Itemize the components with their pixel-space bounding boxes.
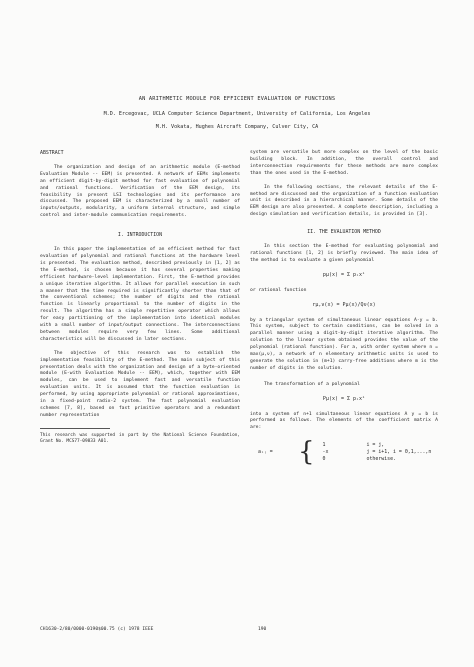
author-line-1: M.D. Ercegovac, UCLA Computer Science Department, University of California, Los Angeles (103, 111, 371, 117)
formula-transform: Pμ(x) = Σ pᵢxⁱ (322, 395, 366, 402)
right-paragraph-1: system are versatile but more complex on the level of the basic building block. In addition, the overall control and interconnection requirements for these methods are more complex than the ones used in the E-method. (250, 150, 438, 176)
copyright-footer: CH1630-2/80/0000-0190$00.75 (c) 1978 IEEE (40, 627, 154, 632)
method-heading: II. THE EVALUATION METHOD (307, 229, 381, 236)
matrix-case: -x j = i+1, i = 0,1,...,n (322, 448, 432, 455)
right-column (250, 150, 438, 473)
formula-polynomial: pμ(x) = Σ pᵢxⁱ (322, 271, 366, 278)
matrix-case: 1 i = j, (322, 441, 385, 448)
rational-function-text: or rational function (250, 287, 307, 293)
intro-paragraph-1: In this paper the implementation of an efficient method for fast evaluation of polynomial and rational functions at the hardware level is presented. The evaluation method, described previously in [1, 2] as the E-method, is chosen because it has several properties making efficient hardware-level implementation. First, the E-method provides a unique iterative algorithm. It allows for parallel execution in such a manner that the time required is significantly shorter than that of the conventional schemes; the number of digits and the rational function is linearly proportional to the number of digits in the result. The algorithm has a simple repetitive operator which allows for easy partitioning of the implementation into identical modules with a small number of input/output connections. The interconnections between modules require very few lines. Some additional characteristics will be discussed in later sections. (40, 247, 240, 342)
transform-heading: The transformation of a polynomial (264, 381, 360, 387)
matrix-cases (323, 442, 432, 463)
matrix-lhs: aᵢⱼ = (258, 448, 273, 455)
intro-heading: I. INTRODUCTION (117, 232, 163, 239)
left-brace: { (298, 437, 315, 468)
footnote: This research was supported in part by the National Science Foundation, Grant No. MCS77-09833 A01. (40, 432, 240, 444)
author-line-2: M.H. Vokata, Hughes Aircraft Company, Culver City, CA (155, 124, 319, 130)
right-paragraph-2: In the following sections, the relevant details of the E-method are discussed and the organization of a function evaluation unit is described in a hierarchical manner. Some details of the EEM design are also presented. A complete description, including a design simulation and verification details, is provided in [3]. (250, 184, 438, 218)
left-column (40, 150, 240, 445)
method-paragraph-2: by a triangular system of simultaneous linear equations A·y = b. This system, subject to certain conditions, can be solved in a parallel manner using a digit-by-digit iterative algorithm. The solution to the linear system obtained provides the value of the polynomial (rational function). For a, with order system where n = max(μ,ν), a network of n elementary arithmetic units is used to generate the solution in (m+1) carry-free additions where m is the number of digits in the solution. (250, 317, 438, 371)
method-paragraph-1: In this section the E-method for evaluating polynomial and rational functions [1, 2] is briefly reviewed. The main idea of the method is to evaluate a given polynomial (250, 244, 438, 263)
matrix-case: 0 otherwise. (322, 455, 396, 462)
matrix-definition (258, 437, 438, 468)
paper-title: AN ARITHMETIC MODULE FOR EFFICIENT EVALUATION OF FUNCTIONS (138, 96, 336, 102)
abstract-text: The organization and design of an arithmetic module (E-method Evaluation Module -- EEM) is presented. A network of EEMs implements an efficient digit-by-digit method for fast evaluation of polynomial and rational functions. Verification of the EEM design, its feasibility in present LSI technologies and its performance are discussed. The proposed EEM is characterized by a small number of inputs/outputs, modularity, a uniform internal structure, and simple control and inter-module communication requirements. (40, 164, 240, 219)
formula-rational: rμ,ν(x) = Pμ(x)/Qν(x) (312, 301, 376, 308)
intro-paragraph-2: The objective of this research was to establish the implementation feasibility of the E-method. The main subject of this presentation deals with the organization and design of a byte-oriented module (E-with Evaluation Module -- EEM), which, together with EEM modules, can be used to implement fast and versatile function evaluation units. It is assumed that the function evaluation is performed, by using appropriate polynomial or rational approximations, in a fixed-point radix-2 system. The fast polynomial evaluation schemes [7, 8], based on fast primitive operators and a redundant number representation (40, 350, 240, 418)
abstract-heading: ABSTRACT (40, 150, 64, 156)
transform-paragraph: into a system of n+1 simultaneous linear equations A y = b is performed as follows. The elements of the coefficient matrix A are: (250, 411, 438, 431)
footnote-rule (40, 428, 110, 429)
page-number: 190 (258, 627, 267, 632)
